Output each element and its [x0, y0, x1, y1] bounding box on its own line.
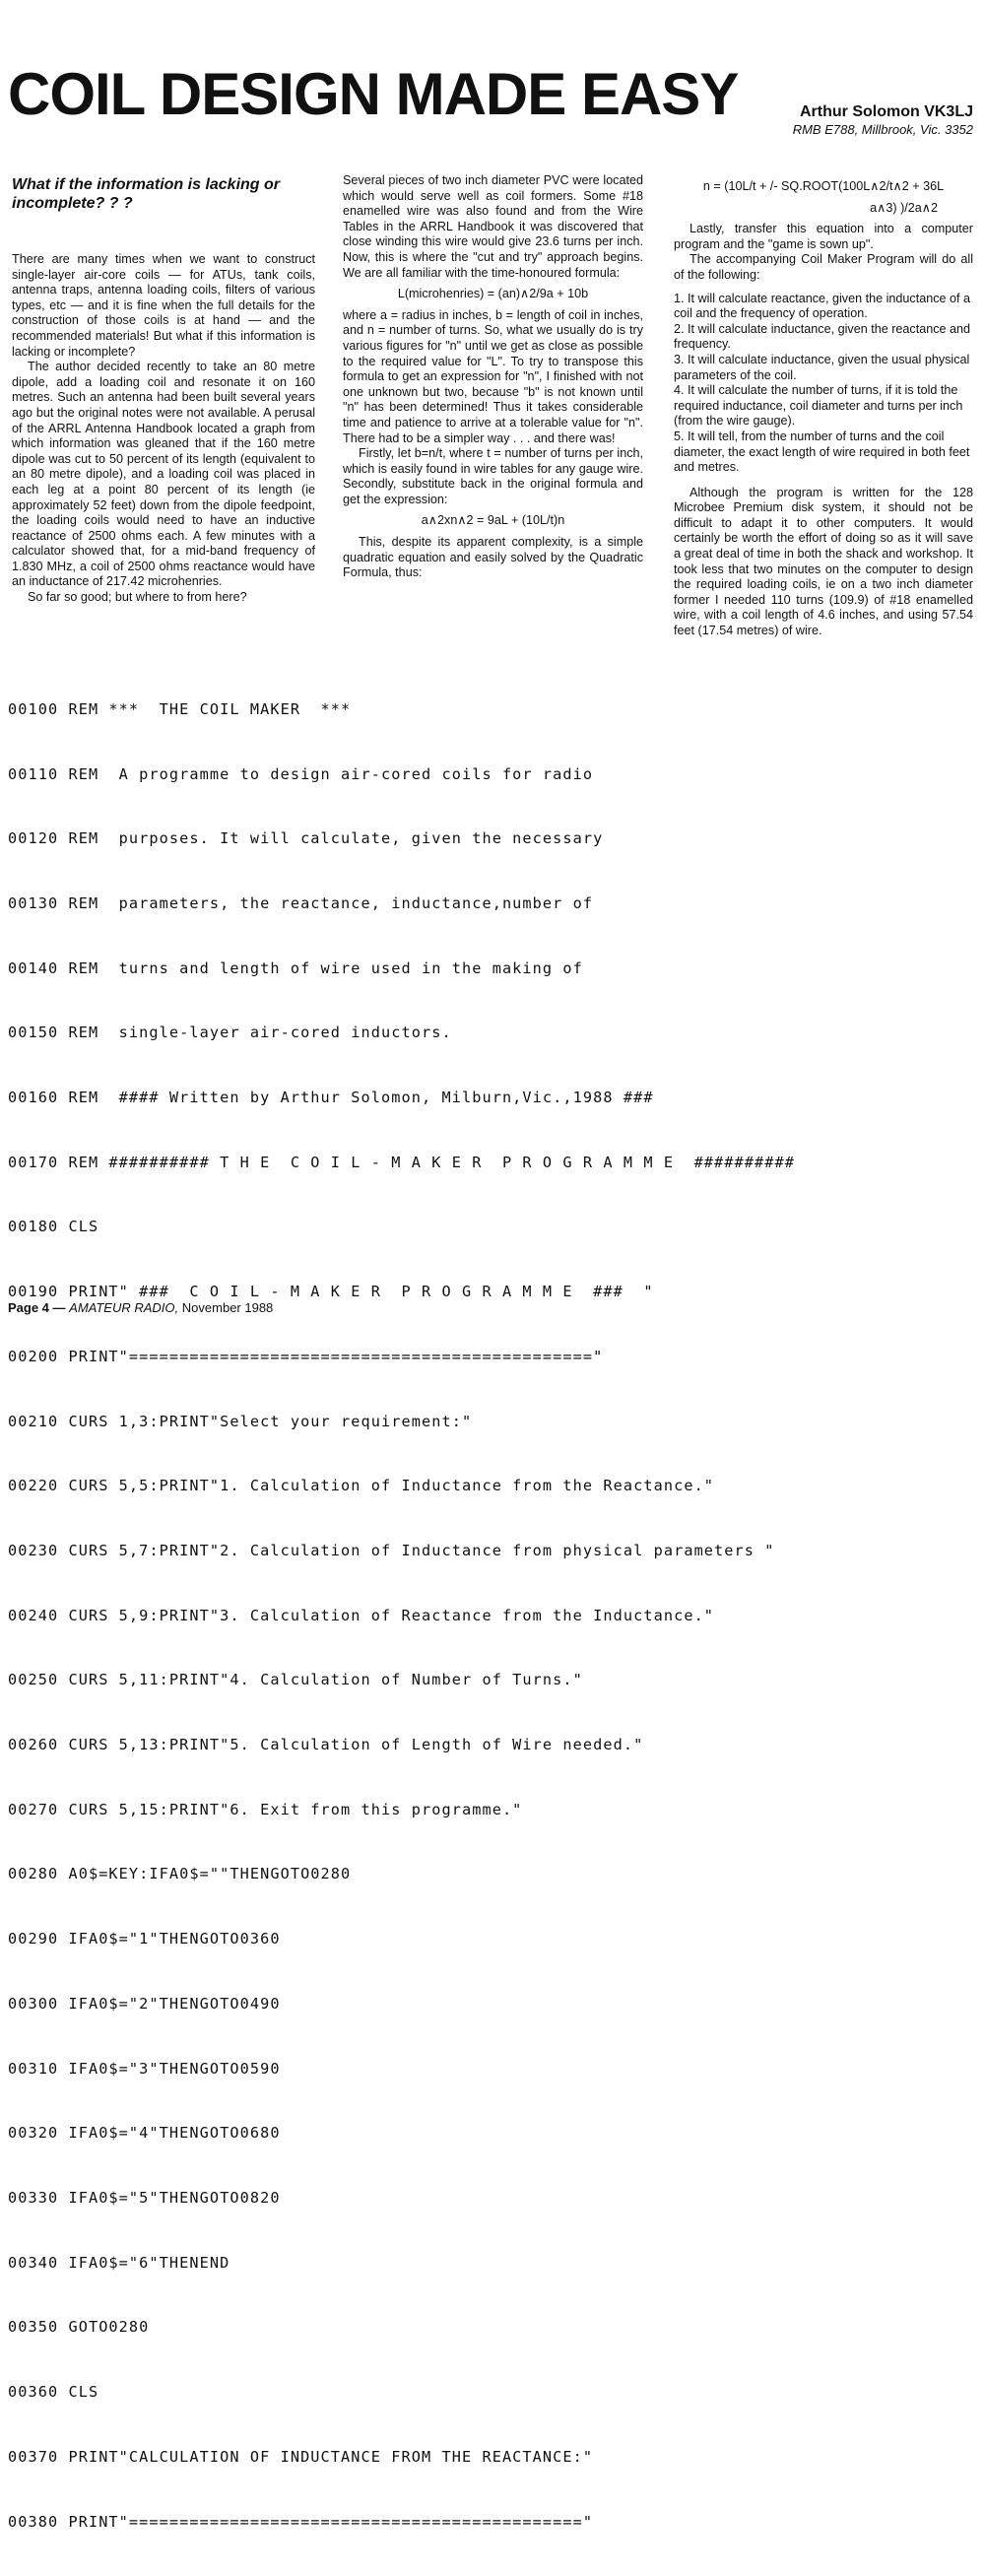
- inductance-formula: L(microhenries) = (an)∧2/9a + 10b: [397, 287, 589, 301]
- paragraph: The accompanying Coil Maker Program will do all of the following:: [674, 252, 973, 282]
- code-line: 00180 CLS: [8, 1218, 99, 1236]
- code-line: 00170 REM ########## T H E C O I L - M A K E R P R O G R A M M E ##########: [8, 1153, 796, 1171]
- code-line: 00380 PRINT"=============================================": [8, 2512, 594, 2531]
- paragraph: So far so good; but where to from here?: [28, 590, 247, 605]
- magazine-name: AMATEUR RADIO,: [69, 1300, 179, 1315]
- paragraph: Although the program is written for the 128 Microbee Premium disk system, it should not be difficult to adapt it to other computers. It would certainly be worth the effort of doing so as it will save a great deal of time in both the shack and workshop. It took less that two minutes on the computer to design the required loading coils, ie on a two inch diameter former I needed 110 turns (109.9) of #18 enamelled wire, with a coil length of 4.6 inches, and using 57.54 feet (17.54 metres) of wire.: [674, 485, 973, 638]
- code-line: 00340 IFA0$="6"THENEND: [8, 2253, 230, 2272]
- code-line: 00320 IFA0$="4"THENGOTO0680: [8, 2124, 281, 2143]
- code-line: 00220 CURS 5,5:PRINT"1. Calculation of Inductance from the Reactance.": [8, 1477, 715, 1495]
- code-line: 00190 PRINT" ### C O I L - M A K E R P R O G R A M M E ### ": [8, 1283, 654, 1301]
- code-line: 00280 A0$=KEY:IFA0$=""THENGOTO0280: [8, 1865, 352, 1883]
- paragraph: The author decided recently to take an 80 metre dipole, add a loading coil and resonate it on 160 metres. Such an antenna had been built several years ago but the original notes were not available. A perusal of the ARRL Antenna Handbook located a graph from which information was gleaned that if the 160 metre dipole was cut to 50 percent of its length (equivalent to an 80 metre dipole), and a loading coil was placed in each leg at a point 80 percent of its length (ie approximately 52 feet) down from the dipole feedpoint, the loading coils would need to have an inductive reactance of 2500 ohms each. A few minutes with a calculator showed that, for a mid-band frequency of 1.830 MHz, a coil of 2500 ohms reactance would have an inductance of 217.42 microhenries.: [12, 360, 315, 589]
- article-title: COIL DESIGN MADE EASY: [8, 61, 739, 127]
- paragraph: Lastly, transfer this equation into a computer program and the "game is sown up".: [674, 222, 973, 251]
- code-line: 00370 PRINT"CALCULATION OF INDUCTANCE FROM THE REACTANCE:": [8, 2447, 594, 2466]
- code-line: 00290 IFA0$="1"THENGOTO0360: [8, 1930, 281, 1949]
- code-line: 00260 CURS 5,13:PRINT"5. Calculation of Length of Wire needed.": [8, 1736, 644, 1754]
- page-footer: [8, 1300, 273, 1316]
- code-line: 00250 CURS 5,11:PRINT"4. Calculation of Number of Turns.": [8, 1671, 583, 1689]
- byline: [793, 102, 973, 138]
- code-line: 00350 GOTO0280: [8, 2318, 150, 2337]
- author-name: Arthur Solomon VK3LJ: [799, 103, 973, 120]
- list-item: 1. It will calculate reactance, given the inductance of a coil and the frequency of operation.: [674, 291, 971, 321]
- code-line: 00140 REM turns and length of wire used in the making of: [8, 958, 583, 977]
- code-line: 00270 CURS 5,15:PRINT"6. Exit from this programme.": [8, 1800, 523, 1818]
- list-item: 5. It will tell, from the number of turns and the coil diameter, the exact length of wire required in both feet and metres.: [674, 429, 970, 475]
- author-address: RMB E788, Millbrook, Vic. 3352: [792, 122, 973, 137]
- list-item: 4. It will calculate the number of turns, if it is told the required inductance, coil diameter and turns per inch (from the wire gauge).: [674, 383, 963, 429]
- feature-list: [674, 292, 973, 476]
- code-line: 00110 REM A programme to design air-cored coils for radio: [8, 764, 594, 783]
- code-line: 00130 REM parameters, the reactance, inductance,number of: [8, 893, 594, 912]
- paragraph: This, despite its apparent complexity, is a simple quadratic equation and easily solved by the Quadratic Formula, thus:: [343, 535, 643, 580]
- quadratic-formula-line-1: n = (10L/t + /- SQ.ROOT(100L∧2/t∧2 + 36L: [702, 179, 945, 193]
- code-line: 00160 REM #### Written by Arthur Solomon, Milburn,Vic.,1988 ###: [8, 1089, 654, 1107]
- code-line: 00200 PRINT"==============================================": [8, 1347, 604, 1365]
- code-line: 00330 IFA0$="5"THENGOTO0820: [8, 2188, 281, 2207]
- page-number: Page 4 —: [8, 1300, 66, 1315]
- code-line: 00100 REM *** THE COIL MAKER ***: [8, 699, 352, 718]
- code-line: 00360 CLS: [8, 2383, 99, 2402]
- list-item: 3. It will calculate inductance, given the usual physical parameters of the coil.: [674, 352, 970, 382]
- issue-date: November 1988: [181, 1300, 274, 1315]
- section-subheading: What if the information is lacking or incomplete? ? ?: [12, 176, 281, 212]
- paragraph: Firstly, let b=n/t, where t = number of turns per inch, which is easily found in wire tables for any gauge wire. Secondly, substitute back in the original formula and get the expression:: [343, 446, 643, 506]
- paragraph: where a = radius in inches, b = length of coil in inches, and n = number of turns. So, what we usually do is try various figures for "n" until we get as close as possible to the required value for "L". To try to transpose this formula to get an expression for "n", I finished with not one unknown but two, because "b" is not known until "n" has been determined! Thus it takes considerable time and patience to arrive at a tolerable value for "n". There had to be a simpler way . . . and there was!: [343, 307, 643, 445]
- code-line: 00230 CURS 5,7:PRINT"2. Calculation of Inductance from physical parameters ": [8, 1541, 775, 1559]
- quadratic-expression: a∧2xn∧2 = 9aL + (10L/t)n: [421, 513, 565, 528]
- column-2: [343, 173, 643, 581]
- code-line: 00310 IFA0$="3"THENGOTO0590: [8, 2059, 281, 2078]
- code-line: 00240 CURS 5,9:PRINT"3. Calculation of Reactance from the Inductance.": [8, 1606, 715, 1624]
- column-1: [12, 173, 315, 606]
- code-line: 00120 REM purposes. It will calculate, given the necessary: [8, 829, 604, 848]
- program-listing: [8, 656, 978, 2576]
- paragraph: There are many times when we want to construct single-layer air-core coils — for ATUs, tank coils, antenna traps, antenna loading coils, filters of various types, etc — and it is fine when the full details for the construction of those coils is at hand — and the recommended materials! But what if this information is lacking or incomplete?: [12, 252, 315, 359]
- code-line: 00150 REM single-layer air-cored inductors.: [8, 1024, 452, 1042]
- column-3: [674, 173, 973, 639]
- code-line: 00300 IFA0$="2"THENGOTO0490: [8, 1994, 281, 2013]
- list-item: 2. It will calculate inductance, given the reactance and frequency.: [674, 321, 971, 352]
- paragraph: Several pieces of two inch diameter PVC were located which would serve well as coil formers. Some #18 enamelled wire was also found and from the Wire Tables in the ARRL Handbook it was discovered that close winding this wire would give 23.6 turns per inch. Now, this is where the "cut and try" approach begins. We are all familiar with the time-honoured formula:: [343, 173, 643, 280]
- quadratic-formula-line-2: a∧3) )/2a∧2: [870, 200, 938, 215]
- code-line: 00210 CURS 1,3:PRINT"Select your requirement:": [8, 1412, 473, 1430]
